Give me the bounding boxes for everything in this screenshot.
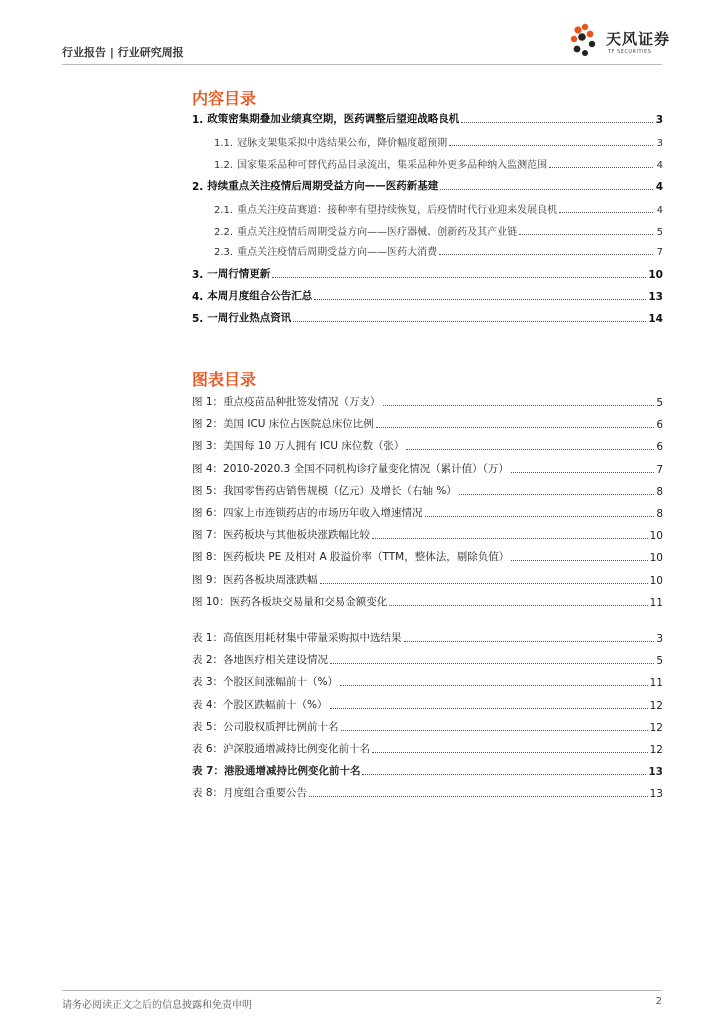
figure-entry[interactable] <box>192 460 663 476</box>
toc-entry-number: 3. <box>192 269 204 281</box>
toc-leader <box>461 122 653 123</box>
figure-entry-label: 图 6：四家上市连锁药店的市场历年收入增速情况 <box>192 507 423 519</box>
figure-entry[interactable] <box>192 526 663 542</box>
table-leader <box>404 641 655 642</box>
figure-entry-page: 11 <box>649 596 663 609</box>
toc-entry[interactable] <box>192 287 663 303</box>
figure-leader <box>320 583 648 584</box>
toc-entry-page: 7 <box>656 247 663 258</box>
header-rule <box>62 64 662 65</box>
table-entry[interactable] <box>192 784 663 800</box>
table-entry-label: 表 7：港股通增减持比例变化前十名 <box>192 765 361 778</box>
figure-leader <box>372 538 648 539</box>
table-leader <box>309 796 648 797</box>
table-leader <box>330 663 654 664</box>
logo-flower-icon <box>568 22 602 62</box>
figure-entry-page: 10 <box>649 552 663 565</box>
table-entry-label: 表 4：个股区跌幅前十（%） <box>192 698 328 711</box>
figure-entry-page: 5 <box>656 397 663 409</box>
footer-rule <box>62 990 662 991</box>
figure-entry-page: 6 <box>656 419 663 432</box>
figure-entry-label: 图 10：医药各板块交易量和交易金额变化 <box>192 595 388 608</box>
figure-entry-page: 10 <box>649 574 663 587</box>
table-entry-page: 13 <box>649 788 663 801</box>
table-leader <box>340 685 648 686</box>
table-entry-label: 表 5：公司股权质押比例前十名 <box>192 720 339 733</box>
toc-entry[interactable] <box>214 200 663 216</box>
figure-entry[interactable] <box>192 393 663 409</box>
toc-entry-number: 4. <box>192 291 204 303</box>
toc-leader <box>439 254 653 255</box>
toc-entry-text: 国家集采品种可替代药品目录流出，集采品种外更多品种纳入监测范围 <box>237 160 548 171</box>
logo-name: 天风证券 <box>606 30 671 48</box>
toc-entry-number: 1.2. <box>214 160 234 171</box>
toc-entry-page: 5 <box>656 227 663 238</box>
toc-entry-text: 持续重点关注疫情后周期受益方向——医药新基建 <box>207 180 439 192</box>
toc-entry-text: 重点关注疫情后周期受益方向——医药大消费 <box>237 247 438 258</box>
toc-entry-number: 5. <box>192 313 204 325</box>
toc-entry-page: 4 <box>656 205 663 216</box>
toc-entry-page: 4 <box>655 181 663 193</box>
table-leader <box>372 752 648 753</box>
toc-entry-text: 一周行业热点资讯 <box>207 312 292 324</box>
figure-entry[interactable] <box>192 504 663 520</box>
toc-title: 内容目录 <box>192 89 257 108</box>
figure-leader <box>459 494 654 495</box>
toc-leader <box>549 167 653 168</box>
toc-entry-page: 13 <box>648 291 663 303</box>
table-entry-label: 表 3：个股区间涨幅前十（%） <box>192 676 338 689</box>
table-leader <box>362 774 646 775</box>
figure-leader <box>406 449 654 450</box>
figure-leader <box>383 405 655 406</box>
toc-entry-page: 3 <box>656 138 663 149</box>
header-text: 行业报告 | 行业研究周报 <box>62 46 184 59</box>
figure-entry-label: 图 3：美国每 10 万人拥有 ICU 床位数（张） <box>192 440 405 453</box>
toc-entry-number: 2. <box>192 181 204 193</box>
figure-entry[interactable] <box>192 571 663 587</box>
figure-entry-label: 图 9：医药各板块周涨跌幅 <box>192 573 318 586</box>
toc-entry-text: 政策密集期叠加业绩真空期，医药调整后望迎战略良机 <box>207 113 460 125</box>
toc-entry[interactable] <box>214 222 663 238</box>
table-entry[interactable] <box>192 629 663 645</box>
toc-entry-page: 3 <box>655 114 663 126</box>
toc-leader <box>440 189 653 190</box>
figure-entry-label: 图 5：我国零售药店销售规模（亿元）及增长（右轴 %） <box>192 484 457 497</box>
toc-entry-number: 1.1. <box>214 138 234 149</box>
figure-entry[interactable] <box>192 482 663 498</box>
toc-leader <box>559 212 653 213</box>
toc-entry[interactable] <box>192 309 663 325</box>
toc-leader <box>449 145 653 146</box>
table-entry-page: 5 <box>656 655 663 668</box>
company-logo <box>568 22 688 62</box>
toc-entry[interactable] <box>192 177 663 193</box>
figure-entry-label: 图 4：2010-2020.3 全国不同机构诊疗量变化情况（累计值）（万） <box>192 462 509 475</box>
toc-entry-text: 重点关注疫情后周期受益方向——医疗器械、创新药及其产业链 <box>237 227 518 238</box>
toc-leader <box>293 321 646 322</box>
table-entry-label: 表 1：高值医用耗材集中带量采购拟中选结果 <box>192 632 402 644</box>
table-entry-label: 表 6：沪深股通增减持比例变化前十名 <box>192 743 371 755</box>
figure-entry-label: 图 2：美国 ICU 床位占医院总床位比例 <box>192 418 374 431</box>
toc-entry-text: 重点关注疫苗赛道：接种率有望持续恢复，后疫情时代行业迎来发展良机 <box>237 205 558 216</box>
figure-leader <box>511 560 647 561</box>
figure-leader <box>511 472 654 473</box>
logo-sub: TF SECURITIES <box>608 49 652 55</box>
figures-title: 图表目录 <box>192 370 257 389</box>
figure-entry[interactable] <box>192 593 663 609</box>
figure-leader <box>389 605 647 606</box>
figure-entry-label: 图 7：医药板块与其他板块涨跌幅比较 <box>192 529 371 542</box>
figure-entry[interactable] <box>192 548 663 564</box>
table-entry-label: 表 2：各地医疗相关建设情况 <box>192 654 329 667</box>
table-leader <box>341 730 648 731</box>
toc-entry[interactable] <box>192 265 663 281</box>
toc-entry-number: 2.1. <box>214 205 234 216</box>
table-entry-page: 12 <box>649 721 663 734</box>
footer-page-number: 2 <box>655 996 662 1007</box>
figure-entry[interactable] <box>192 437 663 453</box>
figure-entry-label: 图 1：重点疫苗品种批签发情况（万支） <box>192 396 381 408</box>
toc-entry-page: 14 <box>648 313 663 325</box>
table-entry[interactable] <box>192 762 663 778</box>
toc-entry[interactable] <box>192 110 663 126</box>
table-entry[interactable] <box>192 696 663 712</box>
toc-entry-number: 2.3. <box>214 247 234 258</box>
figure-entry-page: 8 <box>656 508 663 520</box>
toc-entry-number: 2.2. <box>214 227 234 238</box>
toc-entry-page: 4 <box>656 160 663 171</box>
table-entry-page: 3 <box>656 633 663 645</box>
toc-leader <box>519 234 653 235</box>
footer-disclaimer: 请务必阅读正文之后的信息披露和免责申明 <box>62 1000 252 1011</box>
toc-entry[interactable] <box>214 133 663 149</box>
table-entry-page: 12 <box>649 699 663 712</box>
table-entry[interactable] <box>192 651 663 667</box>
toc-entry-text: 冠脉支架集采拟中选结果公布，降价幅度超预期 <box>237 138 448 149</box>
toc-entry-page: 10 <box>648 269 663 281</box>
table-entry[interactable] <box>192 740 663 756</box>
figure-entry-page: 6 <box>656 441 663 454</box>
figure-entry[interactable] <box>192 415 663 431</box>
toc-leader <box>314 299 646 300</box>
figure-leader <box>376 427 655 428</box>
table-entry-page: 11 <box>649 677 663 690</box>
figure-entry-label: 图 8：医药板块 PE 及相对 A 股溢价率（TTM，整体法，剔除负值） <box>192 551 510 564</box>
table-leader <box>330 708 648 709</box>
figure-entry-page: 8 <box>656 485 663 498</box>
table-entry-page: 13 <box>648 766 663 779</box>
table-entry[interactable] <box>192 673 663 689</box>
table-entry-label: 表 8：月度组合重要公告 <box>192 787 308 800</box>
toc-entry[interactable] <box>214 155 663 171</box>
table-entry[interactable] <box>192 718 663 734</box>
table-entry-page: 12 <box>649 744 663 756</box>
toc-leader <box>272 277 646 278</box>
figure-entry-page: 7 <box>656 463 663 476</box>
toc-entry-text: 一周行情更新 <box>207 268 271 280</box>
toc-entry-text: 本周月度组合公告汇总 <box>207 290 313 302</box>
toc-entry-number: 1. <box>192 114 204 126</box>
figure-leader <box>425 516 655 517</box>
figure-entry-page: 10 <box>649 530 663 543</box>
toc-entry[interactable] <box>214 242 663 258</box>
